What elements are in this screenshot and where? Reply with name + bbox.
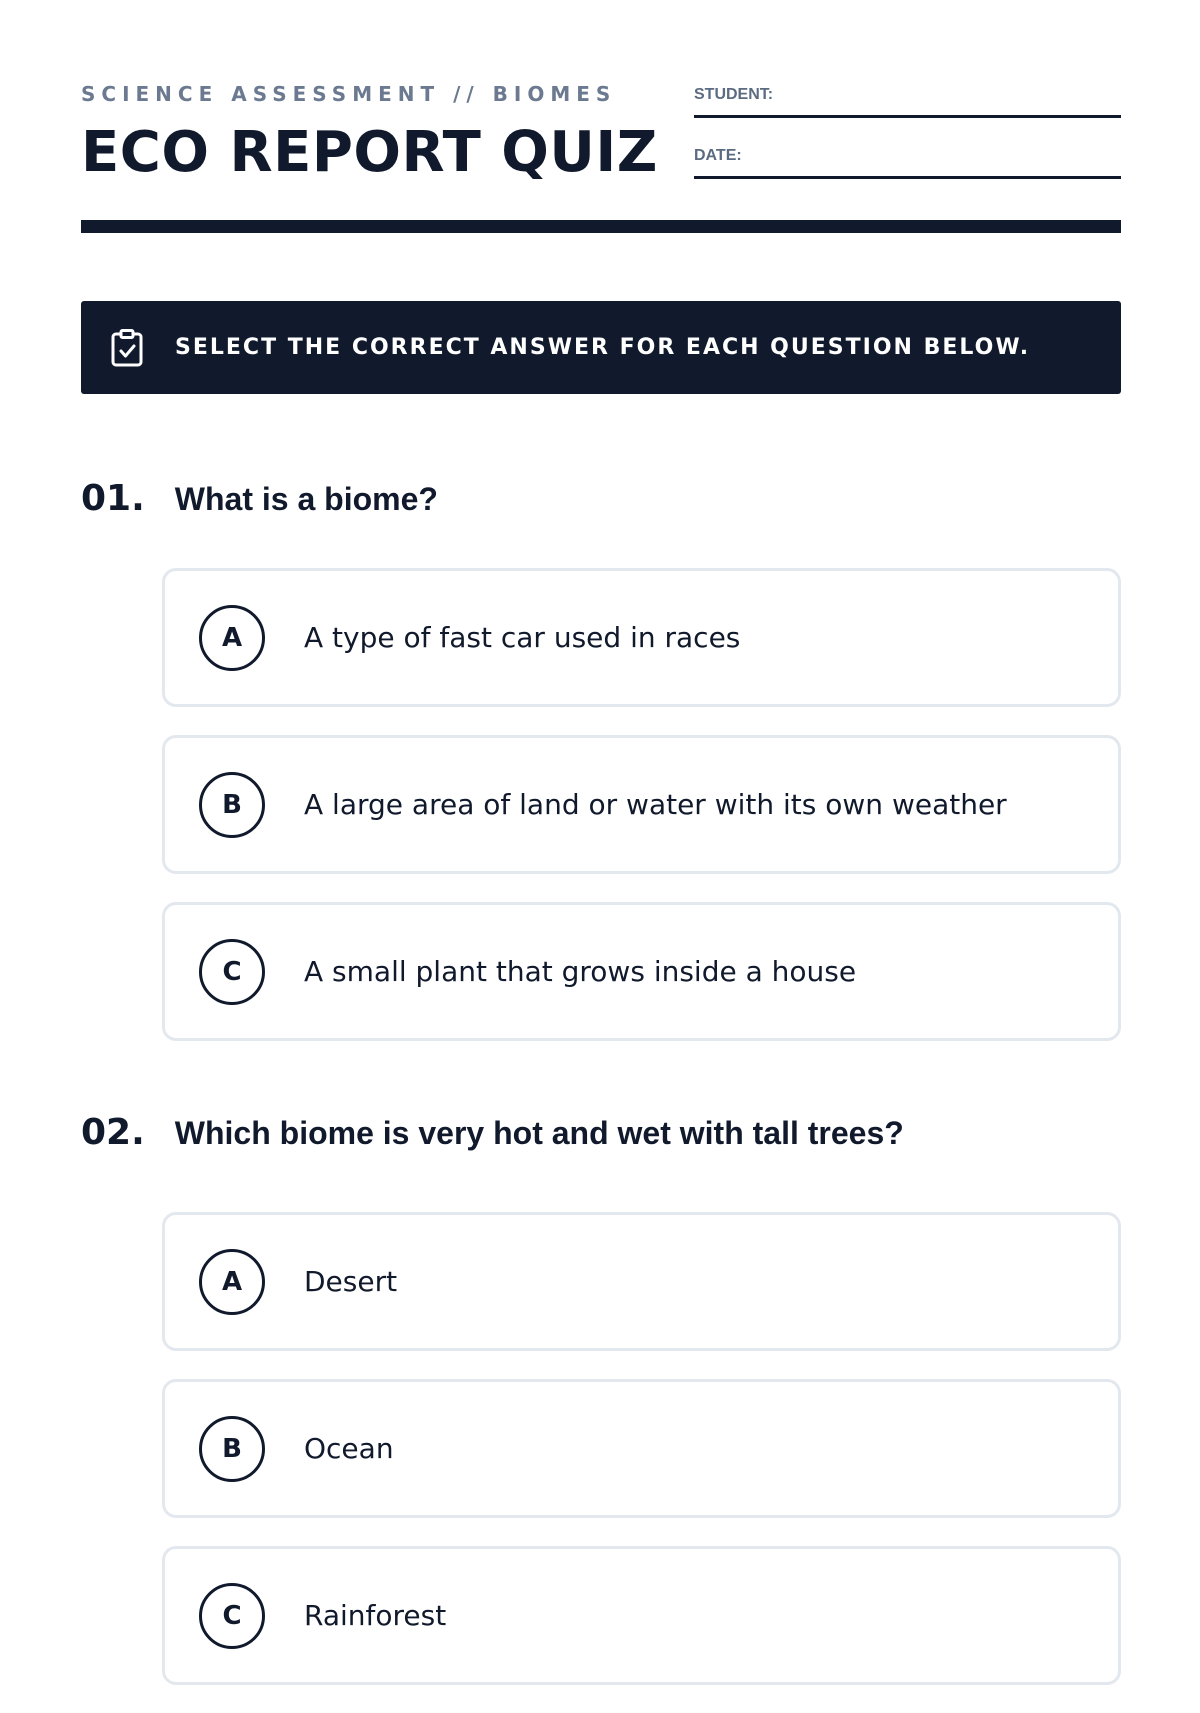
date-label: DATE: (694, 147, 742, 164)
option-c[interactable] (162, 1546, 1121, 1685)
option-text: Desert (304, 1265, 398, 1298)
option-c[interactable] (162, 902, 1121, 1041)
option-letter-badge: B (199, 772, 265, 838)
answer-options (162, 568, 1121, 1041)
option-letter-badge: A (199, 605, 265, 671)
option-letter-badge: B (199, 1416, 265, 1482)
instructions-banner (81, 301, 1121, 394)
option-letter-badge: C (199, 939, 265, 1005)
student-field[interactable] (694, 78, 1121, 118)
page-title: ECO REPORT QUIZ (81, 120, 658, 185)
option-text: A small plant that grows inside a house (304, 955, 857, 988)
date-field[interactable] (694, 139, 1121, 179)
option-text: A large area of land or water with its own weather (304, 788, 1007, 821)
option-a[interactable] (162, 1212, 1121, 1351)
student-label: STUDENT: (694, 86, 774, 103)
option-text: Rainforest (304, 1599, 447, 1632)
option-letter-badge: A (199, 1249, 265, 1315)
option-letter-badge: C (199, 1583, 265, 1649)
clipboard-check-icon (110, 329, 144, 367)
question-number: 01. (81, 478, 145, 519)
quiz-header (81, 78, 1121, 188)
question-header (81, 478, 1121, 522)
question-number: 02. (81, 1112, 145, 1153)
question-header (81, 1112, 1121, 1156)
answer-options (162, 1212, 1121, 1685)
question-text: What is a biome? (174, 481, 438, 517)
question-2 (81, 1112, 1121, 1713)
question-1 (81, 478, 1121, 1069)
student-info-fields (694, 78, 1121, 200)
question-text: Which biome is very hot and wet with tall trees? (174, 1115, 904, 1151)
option-text: A type of fast car used in races (304, 621, 741, 654)
option-b[interactable] (162, 1379, 1121, 1518)
option-b[interactable] (162, 735, 1121, 874)
subject-eyebrow: SCIENCE ASSESSMENT // BIOMES (81, 82, 617, 106)
header-divider (81, 220, 1121, 233)
option-a[interactable] (162, 568, 1121, 707)
instructions-text: SELECT THE CORRECT ANSWER FOR EACH QUESTION BELOW. (175, 335, 1031, 360)
option-text: Ocean (304, 1432, 394, 1465)
